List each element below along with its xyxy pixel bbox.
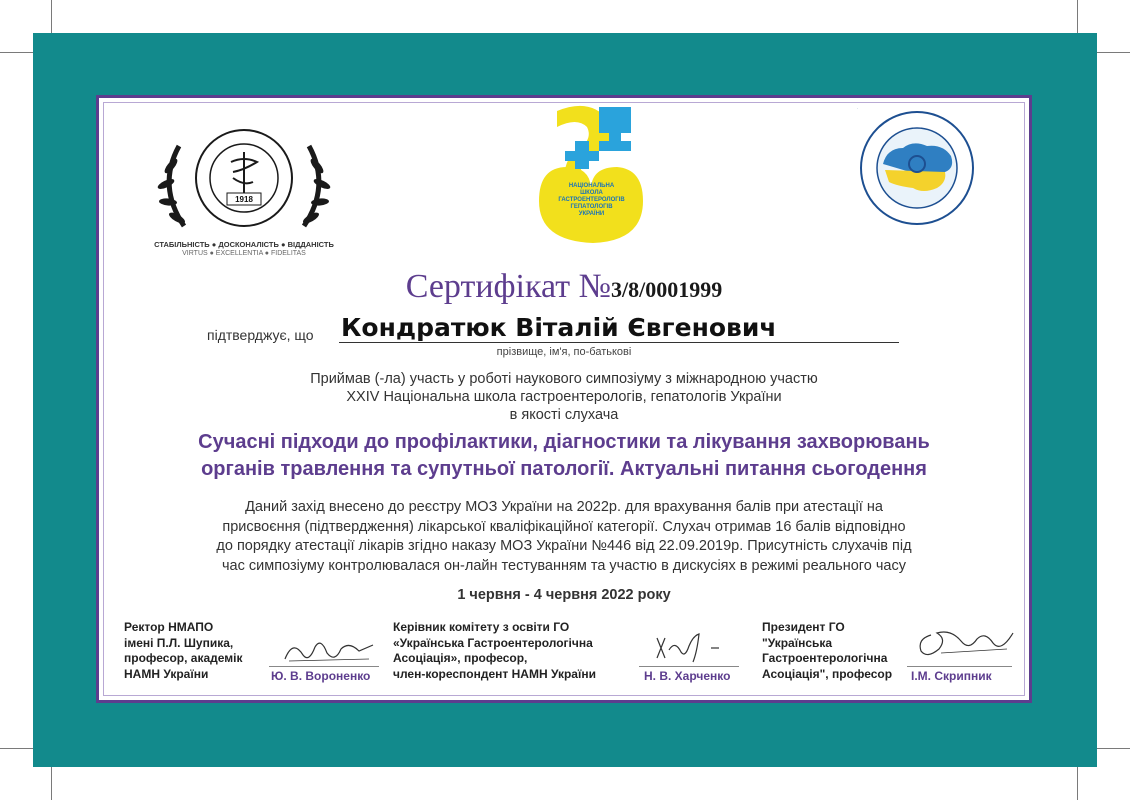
signatory-2-title xyxy=(393,620,596,682)
crop-mark xyxy=(1077,767,1078,800)
school-logo-line-1: НАЦІОНАЛЬНА xyxy=(568,183,615,189)
registry-line: час симпозіуму контролювалася он-лайн тестуванням та участю в дискусіях в режимі реального часу xyxy=(222,557,906,574)
crop-mark xyxy=(1097,748,1130,749)
signatory-title-line: Асоціація», професор, xyxy=(393,651,528,665)
association-ring-text xyxy=(857,108,858,109)
number-sign: № xyxy=(578,268,612,305)
association-logo xyxy=(857,108,977,228)
crop-mark xyxy=(51,0,52,33)
signature-1-line xyxy=(269,666,379,667)
registry-line: присвоєння (підтвердження) лікарської кваліфікаційної категорії. Слухач отримав 16 балів відповідно xyxy=(222,518,906,535)
university-logo xyxy=(149,116,339,261)
association-emblem-icon xyxy=(857,108,977,228)
signature-2-line xyxy=(639,666,739,667)
signatory-title-line: Керівник комітету з освіти ГО xyxy=(393,620,570,634)
signatory-title-line: Асоціація", професор xyxy=(762,666,893,681)
signatory-title-line: "Українська xyxy=(762,635,833,650)
crop-mark xyxy=(51,767,52,800)
logo-motto-lat: VIRTUS ● EXCELLENTIA ● FIDELITAS xyxy=(182,250,306,257)
signatory-title-line: Гастроентерологічна xyxy=(762,651,888,665)
signature-1-icon xyxy=(279,633,379,665)
school-logo-line-4: ГЕПАТОЛОГІВ xyxy=(570,204,613,210)
logo-motto-ua: СТАБІЛЬНІСТЬ ● ДОСКОНАЛІСТЬ ● ВІДДАНІСТЬ xyxy=(154,240,334,249)
participation-text xyxy=(99,370,1029,424)
certificate-sheet xyxy=(96,95,1032,703)
crop-mark xyxy=(1097,52,1130,53)
participation-line: XXIV Національна школа гастроентерологів, гепатологів України xyxy=(346,389,782,405)
crop-mark xyxy=(1077,0,1078,33)
school-logo-line-3: ГАСТРОЕНТЕРОЛОГІВ xyxy=(558,197,625,203)
signature-3-icon xyxy=(911,623,1021,663)
name-caption: прізвище, ім'я, по-батькові xyxy=(496,346,632,358)
topic-line: органів травлення та супутньої патології. Актуальні питання сьогодення xyxy=(201,458,927,480)
signatory-title-line: «Українська Гастроентерологічна xyxy=(393,635,593,650)
signatory-2-name: Н. В. Харченко xyxy=(644,669,731,683)
university-emblem-icon xyxy=(149,116,339,241)
school-logo-line-2: ШКОЛА xyxy=(580,190,603,196)
signature-2-icon xyxy=(649,628,739,664)
title-word: Сертифікат xyxy=(405,268,571,305)
logo-year: 1918 xyxy=(235,195,253,204)
signatory-title-line: Ректор НМАПО xyxy=(124,620,214,634)
registry-line: Даний захід внесено до реєстру МОЗ України на 2022р. для врахування балів при атестації на xyxy=(245,499,883,515)
signature-3-line xyxy=(907,666,1012,667)
school-logo-line-5: УКРАЇНИ xyxy=(578,211,605,217)
crop-mark xyxy=(0,748,33,749)
participation-line: Приймав (-ла) участь у роботі наукового симпозіуму з міжнародною участю xyxy=(310,371,818,387)
signatory-1-title xyxy=(124,620,242,682)
topic-heading xyxy=(99,429,1029,483)
confirms-label: підтверджує, що xyxy=(207,327,314,343)
school-emblem-icon xyxy=(529,103,654,248)
certificate-number: 3/8/0001999 xyxy=(611,277,723,302)
signatory-3-name: І.М. Скрипник xyxy=(911,669,992,683)
participation-line: в якості слухача xyxy=(509,407,619,423)
recipient-name: Кондратюк Віталій Євгенович xyxy=(341,313,777,342)
signatory-title-line: імені П.Л. Шупика, xyxy=(124,635,234,650)
signatory-title-line: НАМН України xyxy=(124,666,209,681)
school-logo xyxy=(529,103,654,248)
signatory-title-line: професор, академік xyxy=(124,651,243,665)
crop-mark xyxy=(0,52,33,53)
topic-line: Сучасні підходи до профілактики, діагностики та лікування захворювань xyxy=(198,431,930,453)
registry-text xyxy=(99,498,1029,576)
name-underline xyxy=(339,342,899,343)
event-dates: 1 червня - 4 червня 2022 року xyxy=(457,587,671,603)
signatory-1-name: Ю. В. Вороненко xyxy=(271,669,371,683)
registry-line: до порядку атестації лікарів згідно наказу МОЗ України №446 від 22.09.2019р. Присутність слухачів під xyxy=(216,538,912,554)
signatory-title-line: член-кореспондент НАМН України xyxy=(393,666,596,681)
certificate-title xyxy=(99,268,1029,306)
signatory-3-title xyxy=(762,620,892,682)
signatory-title-line: Президент ГО xyxy=(762,620,845,634)
